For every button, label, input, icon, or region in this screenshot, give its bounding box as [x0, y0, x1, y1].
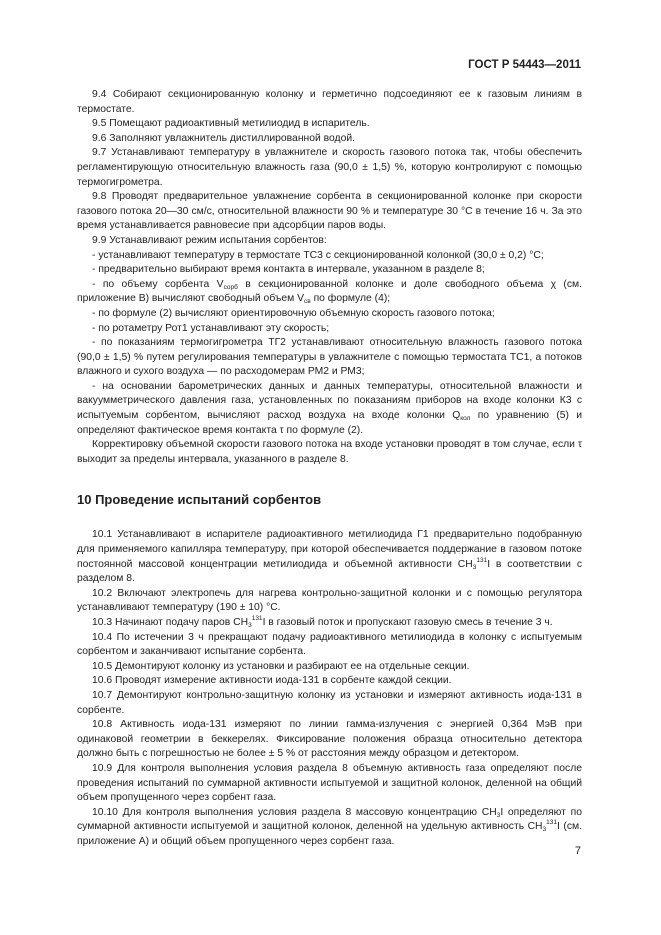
superscript: 131: [546, 819, 558, 827]
paragraph-10-4: 10.4 По истечении 3 ч прекращают подачу радиоактивного метилиодида в колонку с испытуемым сорбентом и заканчивают испытание сорбента.: [77, 631, 582, 658]
list-item-thermostat: - устанавливают температуру в термостате ТС3 с секционированной колонкой (30,0 ± 0,2) °С;: [92, 249, 544, 261]
paragraph-10-1: [77, 528, 582, 586]
paragraph-10-7: 10.7 Демонтируют контрольно-защитную колонку из установки и измеряют активность иода-131 в сорбенте.: [77, 689, 582, 716]
paragraph-10-8: 10.8 Активность иода-131 измеряют по линии гамма-излучения с энергией 0,364 МэВ при одинаковой геометрии в беккерелях. Фиксирование положения образца относительно детектора должно быть с погрешностью не более ± 5 % от расстояния между образцом и детектором.: [77, 719, 582, 760]
paragraph-10-6: 10.6 Проводят измерение активности иода-131 в сорбенте каждой секции.: [92, 675, 452, 687]
standard-id: ГОСТ Р 54443—2011: [468, 59, 581, 71]
superscript: 131: [476, 556, 488, 564]
page-body: [77, 88, 582, 850]
list-item-humidity: - по показаниям термогигрометра ТГ2 устанавливают относительную влажность газового потока (90,0 ± 1,5) % путем регулирования температуры в увлажнителе с помощью термостата ТС1, а потоков влажного и сухого воздуха — по расходомерам РМ2 и РМ3;: [77, 337, 582, 378]
paragraph-10-10: [77, 806, 582, 850]
text-fragment: I в газовый поток и пропускают газовую смесь в течение 3 ч.: [262, 617, 553, 628]
paragraph-correction: Корректировку объемной скорости газового потока на входе установки проводят в том случае, если τ выходит за пределы интервала, указанного в разделе 8.: [77, 439, 582, 465]
text-fragment: 10.10 Для контроля выполнения условия раздела 8 массовую концентрацию CH: [92, 806, 497, 818]
list-item-rotameter: - по ротаметру Рот1 устанавливают эту скорость;: [92, 322, 330, 334]
text-fragment: I в соответствии с разделом 8.: [77, 558, 582, 585]
text-fragment: - на основании барометрических данных и данных температуры, относительной влажности и вакуумметрического давления газа, установленных по показаниям приборов на входе колонки К3 с испытуемым сорбентом, вычисляют расход воздуха на входе колонки Q: [77, 380, 582, 422]
paragraph-9-9: 9.9 Устанавливают режим испытания сорбентов:: [92, 234, 327, 246]
text-fragment: I определяют по суммарной активности испытуемой и защитной колонок, деленной на удельную активность CH: [77, 806, 582, 833]
paragraph-9-8: 9.8 Проводят предварительное увлажнение сорбента в секционированной колонке при скорости газового потока 20—30 см/с, относительной влажности 90 % и температуре 30 °С в течение 16 ч. За это время устанавливается равновесие при адсорбции паров воды.: [77, 191, 582, 232]
paragraph-10-3: [77, 616, 582, 631]
paragraph-10-5: 10.5 Демонтируют колонку из установки и разбирают ее на отдельные секции.: [92, 660, 470, 672]
subscript: сорб: [223, 283, 238, 291]
text-fragment: - по объему сорбента V: [92, 278, 224, 290]
paragraph-9-6: 9.6 Заполняют увлажнитель дистиллированной водой.: [92, 132, 355, 144]
subscript: 3: [248, 622, 252, 629]
subscript: св: [304, 298, 311, 306]
subscript: 3: [496, 811, 501, 819]
text-fragment: 10.1 Устанавливают в испарителе радиоактивного метилиодида Г1 предварительно подобранную для применяемого капилляра температуру, при которой обеспечивается поддержание в газовом потоке постоянной массовой концентрации метилиодида и объемной активности CH: [77, 529, 582, 570]
page-number: 7: [574, 845, 581, 857]
list-item-free-volume: [77, 278, 582, 307]
paragraph-9-4: 9.4 Собирают секционированную колонку и герметично подсоединяют ее к газовым линиям в термостате.: [77, 89, 582, 115]
paragraph-10-2: 10.2 Включают электропечь для нагрева контрольно-защитной колонки и с помощью регулятора устанавливают температуру (190 ± 10) °С.: [77, 587, 582, 614]
list-item-contact-time: - предварительно выбирают время контакта в интервале, указанном в разделе 8;: [92, 264, 485, 276]
subscript: 3: [472, 563, 477, 571]
paragraph-9-5: 9.5 Помещают радиоактивный метилиодид в испаритель.: [92, 118, 370, 130]
list-item-barometric: [77, 380, 582, 438]
paragraph-9-7: 9.7 Устанавливают температуру в увлажнителе и скорость газового потока так, чтобы обеспечить регламентирующую относительную влажность газа (90,0 ± 1,5) %, которую контролируют с помощью термогигрометра.: [77, 147, 582, 188]
text-fragment: в секционированной колонке и доле свободного объема χ (см. приложение В) вычисляют свободный объем V: [77, 278, 582, 305]
subscript: 3: [542, 826, 547, 834]
text-fragment: I (см. приложение А) и общий объем пропущенного через сорбент газа.: [77, 821, 582, 847]
list-item-flow-rate: - по формуле (2) вычисляют ориентировочную объемную скорость газового потока;: [92, 307, 495, 319]
text-fragment: по уравнению (5) и определяют фактическое время контакта τ по формуле (2).: [77, 410, 582, 436]
section-heading: 10 Проведение испытаний сорбентов: [77, 492, 322, 508]
subscript: кол: [460, 415, 471, 423]
text-fragment: 10.3 Начинают подачу паров CH: [92, 617, 249, 628]
text-fragment: по формуле (4);: [310, 293, 391, 305]
paragraph-10-9: 10.9 Для контроля выполнения условия раздела 8 объемную активность газа определяют после проведения испытаний по суммарной активности испытуемой и защитной колонок, деленной на общий объем пропущенного через сорбент газа.: [77, 762, 582, 804]
superscript: 131: [251, 615, 263, 622]
